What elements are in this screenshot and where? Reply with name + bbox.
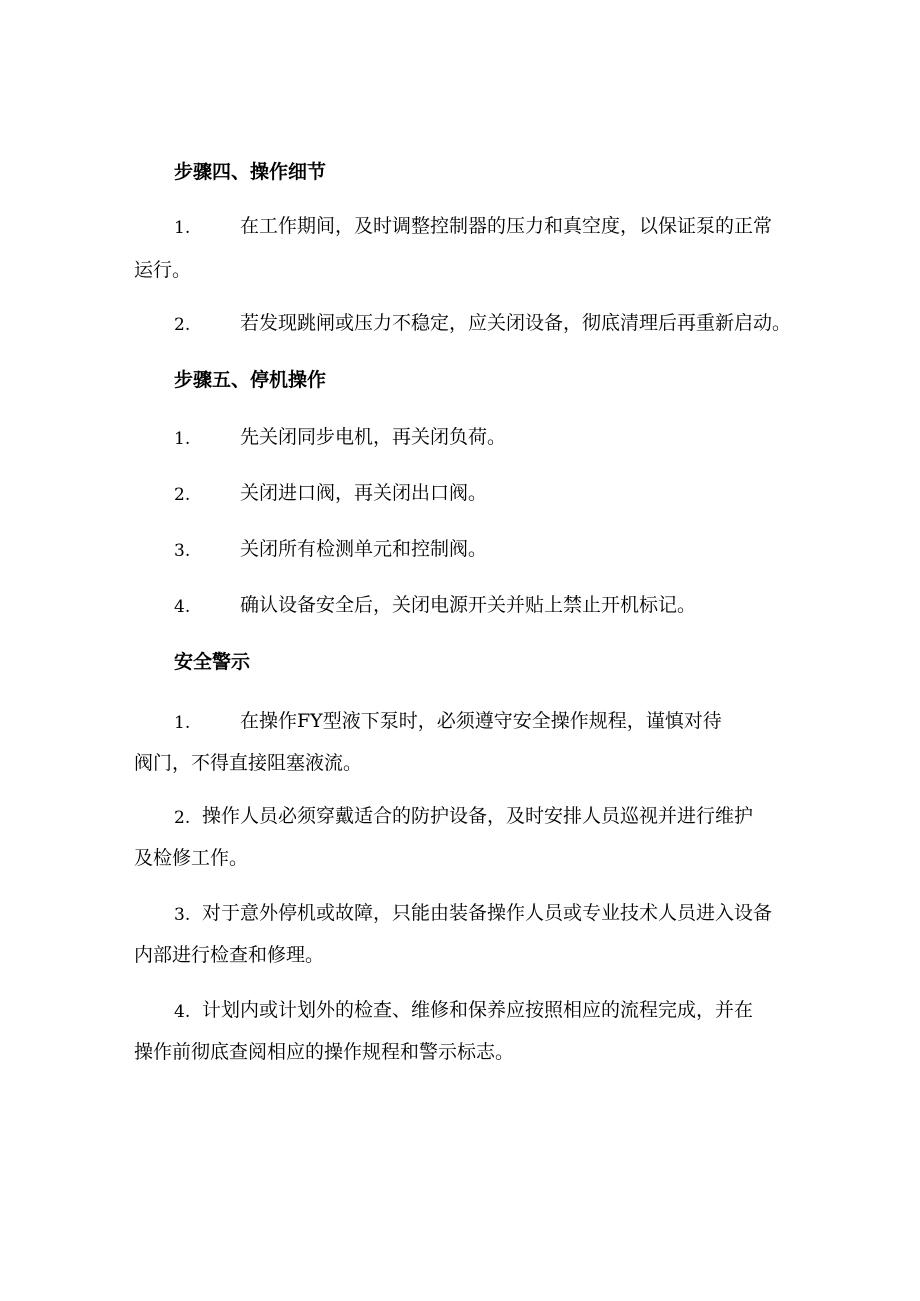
section-heading-safety: 安全警示	[174, 651, 251, 673]
list-number: 2.	[174, 315, 191, 335]
list-number: 1.	[174, 218, 191, 238]
section-heading-step4: 步骤四、操作细节	[174, 161, 327, 183]
list-item-text: 在工作期间，及时调整控制器的压力和真空度，以保证泵的正常	[240, 215, 773, 237]
list-item-text: 若发现跳闸或压力不稳定，应关闭设备，彻底清理后再重新启动。	[240, 312, 792, 334]
list-number: 1.	[174, 713, 191, 733]
list-item-text: 关闭所有检测单元和控制阀。	[240, 538, 488, 560]
list-item-text: 在操作FY型液下泵时，必须遵守安全操作规程，谨慎对待	[240, 710, 722, 732]
list-item-text: 对于意外停机或故障，只能由装备操作人员或专业技术人员进入设备	[202, 902, 773, 924]
section-heading-step5: 步骤五、停机操作	[174, 369, 327, 391]
list-number: 4.	[174, 1002, 191, 1022]
list-number: 3.	[174, 541, 191, 561]
list-number: 1.	[174, 429, 191, 449]
list-number: 3.	[174, 905, 191, 925]
list-number: 4.	[174, 597, 191, 617]
list-number: 2.	[174, 485, 191, 505]
list-number: 2.	[174, 808, 191, 828]
list-item-text: 确认设备安全后，关闭电源开关并贴上禁止开机标记。	[240, 594, 697, 616]
list-item-text: 操作人员必须穿戴适合的防护设备，及时安排人员巡视并进行维护	[202, 805, 754, 827]
list-item-text: 关闭进口阀，再关闭出口阀。	[240, 482, 488, 504]
list-item-text-cont: 操作前彻底查阅相应的操作规程和警示标志。	[134, 1041, 515, 1063]
list-item-text-cont: 及检修工作。	[134, 847, 249, 869]
list-item-text: 计划内或计划外的检查、维修和保养应按照相应的流程完成，并在	[202, 999, 754, 1021]
list-item-text-cont: 内部进行检查和修理。	[134, 944, 325, 966]
list-item-text: 先关闭同步电机，再关闭负荷。	[240, 426, 507, 448]
list-item-text-cont: 运行。	[134, 259, 192, 281]
list-item-text-cont: 阀门，不得直接阻塞液流。	[134, 752, 363, 774]
